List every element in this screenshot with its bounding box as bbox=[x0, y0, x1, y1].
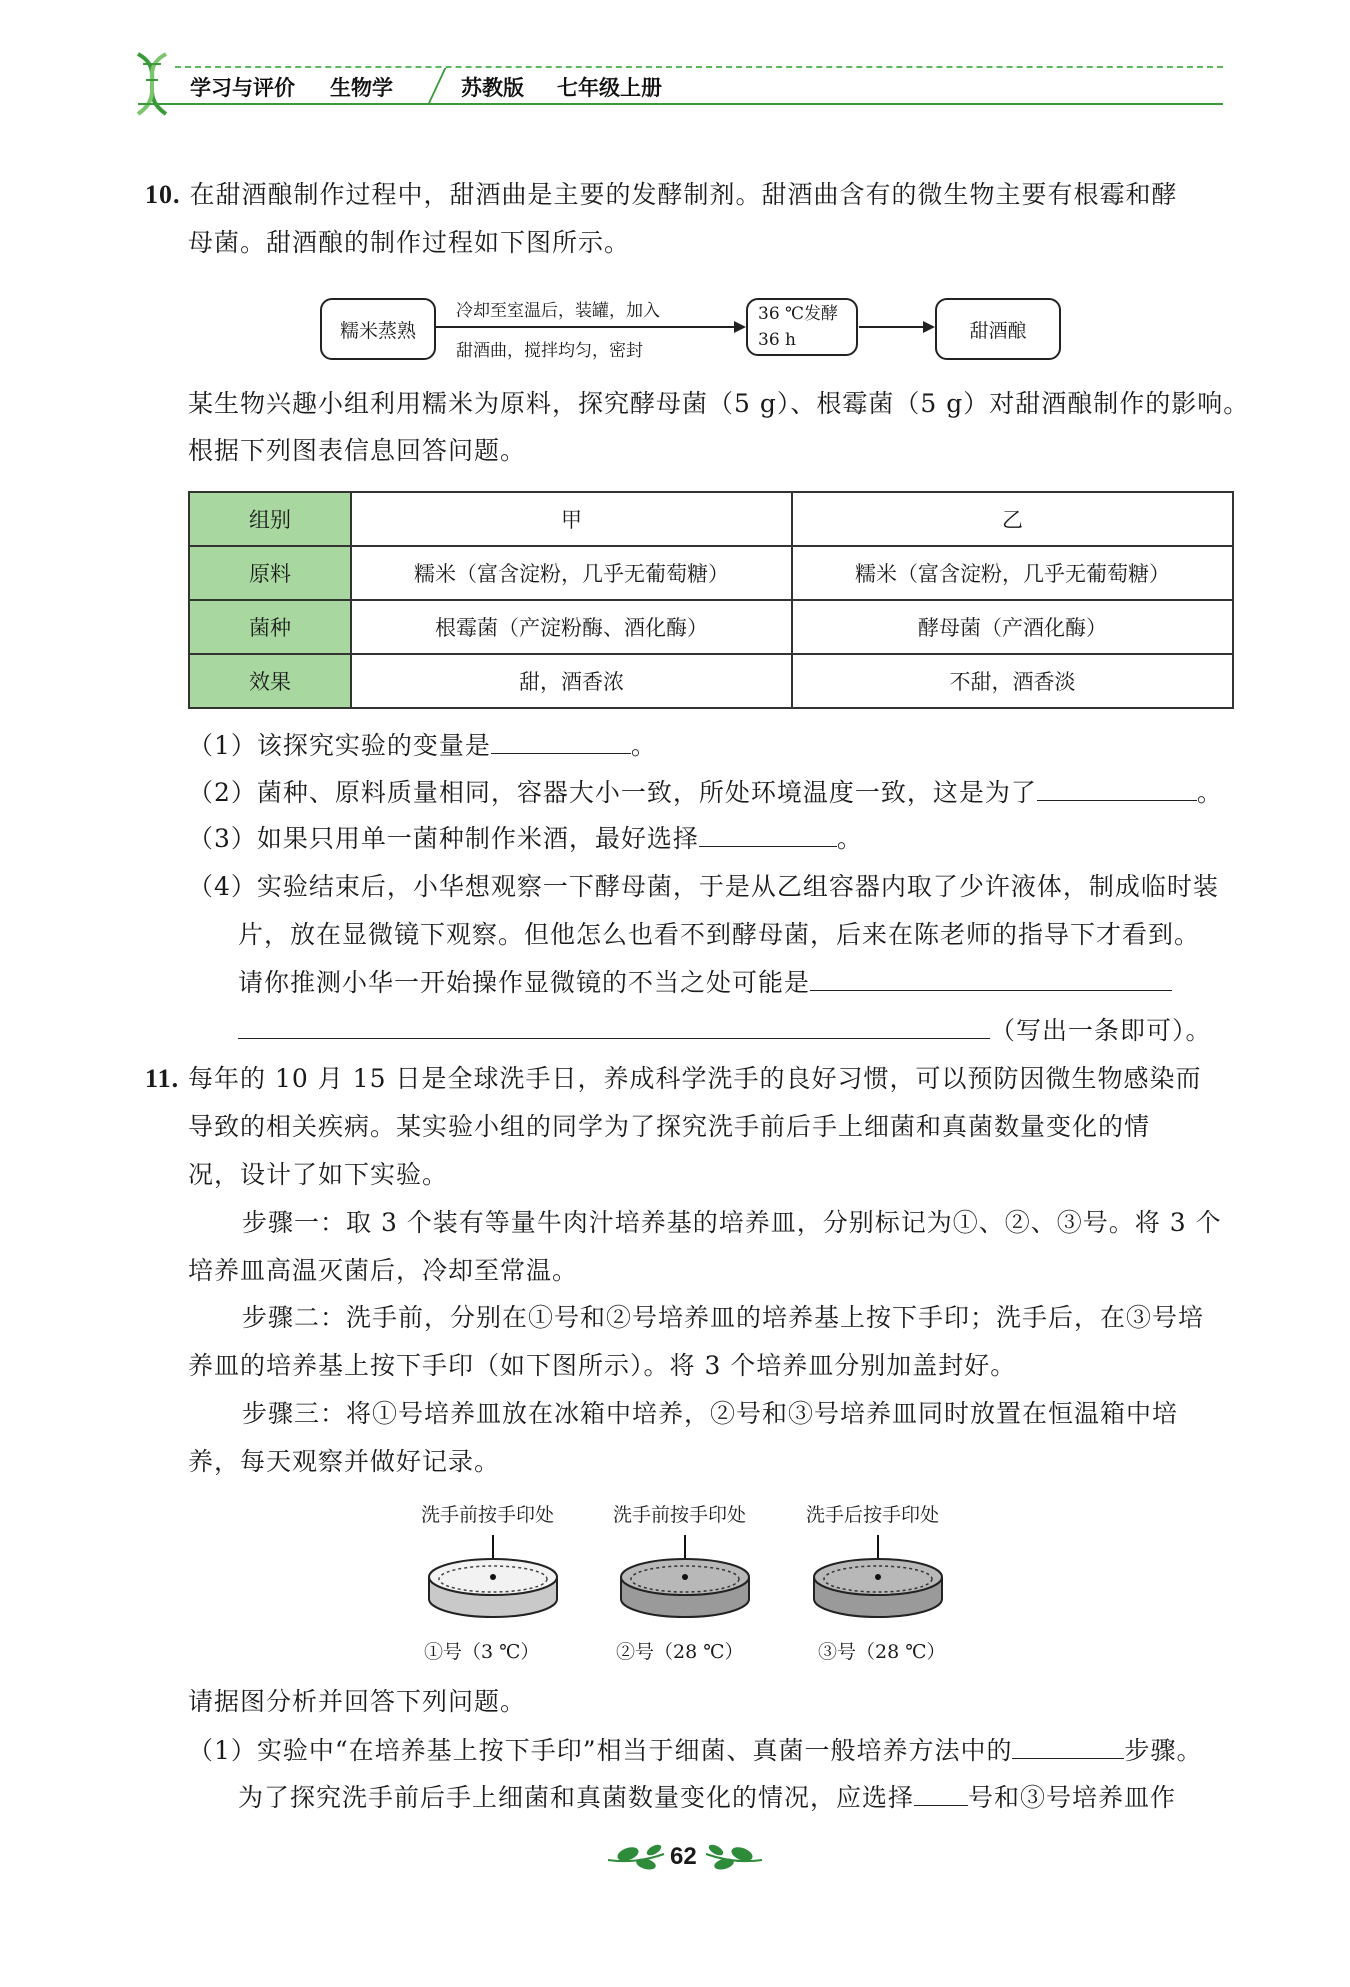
header-top-dashed-line bbox=[175, 66, 1223, 68]
petri-dish-2 bbox=[617, 1535, 753, 1625]
flow-box-ferment bbox=[746, 298, 858, 356]
flow-ferment-time: 36 h bbox=[758, 330, 796, 350]
answer-blank[interactable] bbox=[1012, 1734, 1124, 1759]
q11-prompt: 请据图分析并回答下列问题。 bbox=[188, 1687, 527, 1716]
table-cell: 根霉菌（产淀粉酶、酒化酶） bbox=[351, 600, 792, 654]
q10-sub4-line1: （4）实验结束后，小华想观察一下酵母菌，于是从乙组容器内取了少许液体，制成临时装 bbox=[188, 872, 1219, 901]
q10-sub4-line2: 片，放在显微镜下观察。但他怎么也看不到酵母菌，后来在陈老师的指导下才看到。 bbox=[238, 920, 1201, 949]
table-cell: 酵母菌（产酒化酶） bbox=[792, 600, 1233, 654]
experiment-table bbox=[188, 491, 1234, 709]
q10-para-line1: 某生物兴趣小组利用糯米为原料，探究酵母菌（5 g）、根霉菌（5 g）对甜酒酿制作的影响。 bbox=[188, 389, 1250, 418]
q11-step3-line1: 步骤三：将①号培养皿放在冰箱中培养，②号和③号培养皿同时放置在恒温箱中培 bbox=[242, 1399, 1179, 1428]
dish-2-label: 洗手前按手印处 bbox=[613, 1504, 747, 1526]
right-leaf-ornament-icon bbox=[704, 1842, 764, 1872]
flow-box-steam-rice: 糯米蒸熟 bbox=[320, 298, 436, 360]
answer-blank[interactable] bbox=[914, 1781, 968, 1806]
answer-blank[interactable] bbox=[491, 729, 631, 754]
flow-arrow-2 bbox=[859, 320, 935, 334]
table-cell: 不甜，酒香淡 bbox=[792, 654, 1233, 708]
table-head-cell: 效果 bbox=[189, 654, 351, 708]
table-head-cell: 菌种 bbox=[189, 600, 351, 654]
flow-ferment-temp: 36 ℃发酵 bbox=[758, 304, 839, 324]
answer-blank[interactable] bbox=[810, 966, 1172, 991]
table-row bbox=[189, 546, 1233, 600]
q10-sub1: （1）该探究实验的变量是 。 bbox=[188, 731, 657, 760]
q11-intro-line3: 况，设计了如下实验。 bbox=[188, 1160, 449, 1189]
q10-intro-line2: 母菌。甜酒酿的制作过程如下图所示。 bbox=[188, 228, 631, 257]
answer-blank[interactable] bbox=[1037, 776, 1197, 801]
petri-dish-1 bbox=[425, 1535, 561, 1625]
table-cell: 糯米（富含淀粉，几乎无葡萄糖） bbox=[351, 546, 792, 600]
left-leaf-ornament-icon bbox=[606, 1842, 666, 1872]
q10-number: 10. bbox=[145, 180, 181, 209]
table-row bbox=[189, 654, 1233, 708]
page-number: 62 bbox=[670, 1843, 697, 1870]
flow-arrow1-bottom-text: 甜酒曲，搅拌均匀，密封 bbox=[456, 341, 643, 361]
q10-sub4-line4: （写出一条即可）。 bbox=[238, 1014, 1212, 1048]
header-edition: 苏教版 bbox=[461, 76, 524, 100]
q10-sub4-line3: 请你推测小华一开始操作显微镜的不当之处可能是 bbox=[238, 966, 1172, 1000]
q11-step3-line2: 养，每天观察并做好记录。 bbox=[188, 1447, 501, 1476]
q11-intro-line1: 11. 每年的 10 月 15 日是全球洗手日，养成科学洗手的良好习惯，可以预防因微生物感染而 bbox=[145, 1064, 1202, 1093]
q11-intro-line2: 导致的相关疾病。某实验小组的同学为了探究洗手前后手上细菌和真菌数量变化的情 bbox=[188, 1112, 1151, 1141]
table-head-cell: 组别 bbox=[189, 492, 351, 546]
q10-sub3: （3）如果只用单一菌种制作米酒，最好选择 。 bbox=[188, 824, 863, 853]
answer-blank[interactable] bbox=[238, 1014, 990, 1039]
dish-3-caption: ③号（28 ℃） bbox=[818, 1641, 946, 1663]
flow-box-sweet-wine: 甜酒酿 bbox=[935, 298, 1061, 360]
q11-sub1-line1: （1）实验中“在培养基上按下手印”相当于细菌、真菌一般培养方法中的 步骤。 bbox=[188, 1736, 1203, 1765]
header-book-title: 学习与评价 bbox=[190, 76, 295, 100]
header-bottom-line bbox=[138, 103, 1223, 105]
header-slash bbox=[428, 68, 447, 104]
q11-number: 11. bbox=[145, 1064, 180, 1093]
table-head-cell: 原料 bbox=[189, 546, 351, 600]
answer-blank[interactable] bbox=[699, 822, 837, 847]
petri-dish-3 bbox=[810, 1535, 946, 1625]
flow-arrow1-top-text: 冷却至室温后，装罐，加入 bbox=[456, 301, 660, 321]
dish-1-caption: ①号（3 ℃） bbox=[424, 1641, 540, 1663]
header-grade: 七年级上册 bbox=[557, 76, 662, 100]
dish-1-label: 洗手前按手印处 bbox=[421, 1504, 555, 1526]
table-cell: 甲 bbox=[351, 492, 792, 546]
table-row bbox=[189, 492, 1233, 546]
q11-step1-line1: 步骤一：取 3 个装有等量牛肉汁培养基的培养皿，分别标记为①、②、③号。将 3 个 bbox=[242, 1208, 1222, 1237]
q11-step2-line2: 养皿的培养基上按下手印（如下图所示）。将 3 个培养皿分别加盖封好。 bbox=[188, 1351, 1017, 1380]
q10-sub2: （2）菌种、原料质量相同，容器大小一致，所处环境温度一致，这是为了 。 bbox=[188, 778, 1223, 807]
dna-helix-icon bbox=[128, 50, 176, 118]
q10-para-line2: 根据下列图表信息回答问题。 bbox=[188, 436, 527, 465]
q11-step1-line2: 培养皿高温灭菌后，冷却至常温。 bbox=[188, 1256, 579, 1285]
table-cell: 糯米（富含淀粉，几乎无葡萄糖） bbox=[792, 546, 1233, 600]
q10-intro-line1: 10. 在甜酒酿制作过程中，甜酒曲是主要的发酵制剂。甜酒曲含有的微生物主要有根霉和酵 bbox=[145, 180, 1178, 209]
header-subject: 生物学 bbox=[330, 76, 393, 100]
q11-sub1-line2: 为了探究洗手前后手上细菌和真菌数量变化的情况，应选择 号和③号培养皿作 bbox=[238, 1783, 1177, 1812]
flow-arrow-1 bbox=[434, 320, 746, 334]
table-cell: 乙 bbox=[792, 492, 1233, 546]
table-cell: 甜，酒香浓 bbox=[351, 654, 792, 708]
table-row bbox=[189, 600, 1233, 654]
dish-3-label: 洗手后按手印处 bbox=[806, 1504, 940, 1526]
dish-2-caption: ②号（28 ℃） bbox=[616, 1641, 744, 1663]
q11-step2-line1: 步骤二：洗手前，分别在①号和②号培养皿的培养基上按下手印；洗手后，在③号培 bbox=[242, 1303, 1205, 1332]
